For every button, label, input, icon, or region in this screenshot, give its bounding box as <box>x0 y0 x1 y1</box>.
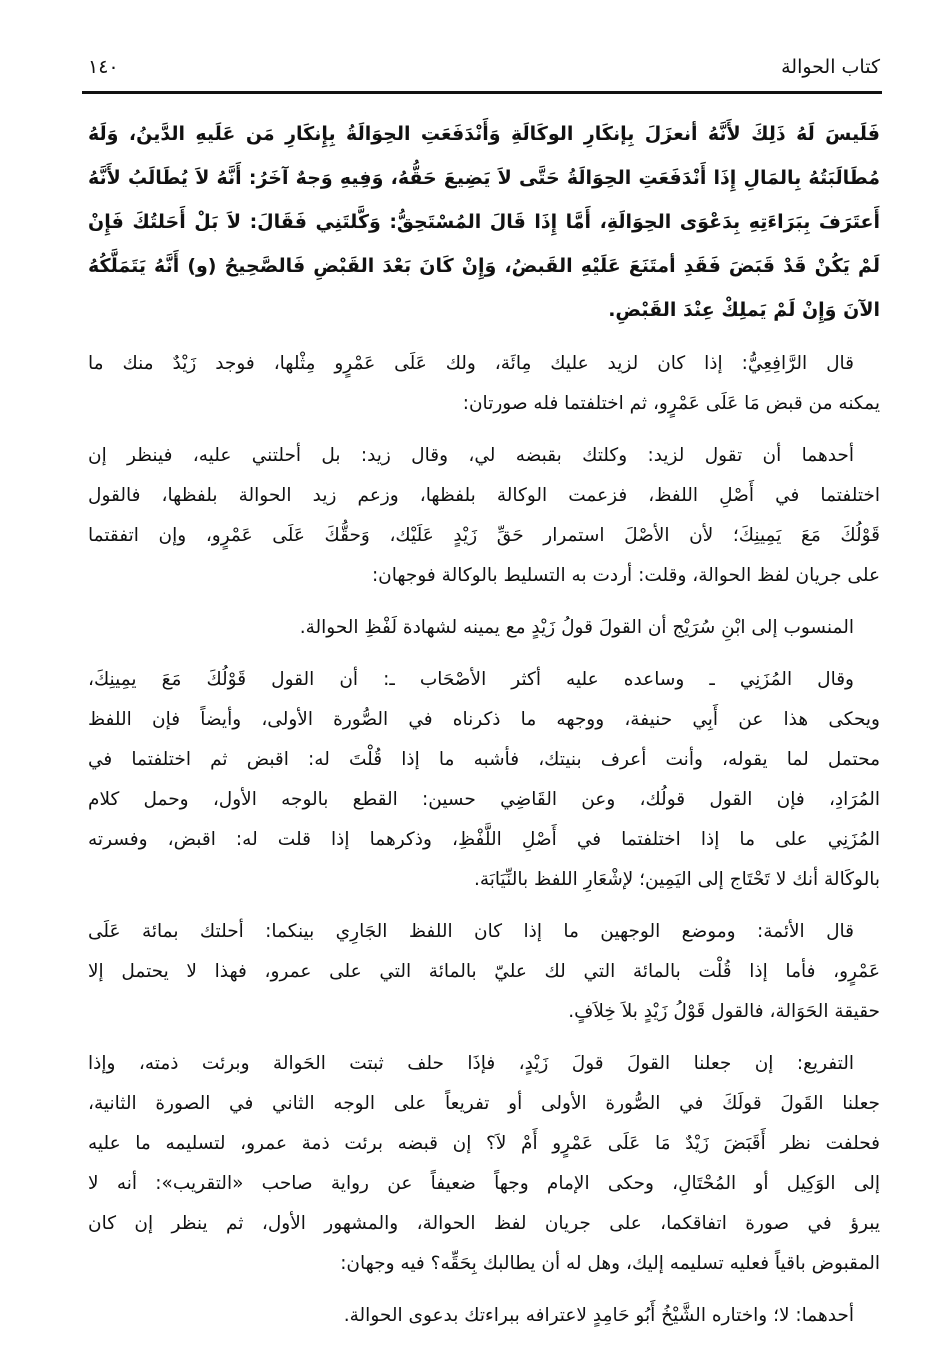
text-line: جعلنا القَولَ قولَكَ في الصُّورة الأولى أو تفريعاً على الوجه الثاني في الصورة الثانية، <box>88 1093 880 1114</box>
text-line: التفريع: إن جعلنا القولَ قولَ زَيْدٍ، فإذَا حلف ثبتت الحَوالة وبرئت ذمته، وإذا <box>88 1053 854 1074</box>
text-line: أحدهما أن تقول لزيد: وكلتك بقبضه لي، وقال زيد: بل أحلتني عليه، فينظر إن <box>88 445 854 466</box>
text-line: عَمْرٍو، فأما إذا قُلْت بالمائة التي لك عليّ بالمائة التي على عمرو، فهذا لا يحتمل إلا <box>88 961 880 982</box>
text-line: مُطَالَبَتُهُ بِالمَالِ إِذَا أَنْدَفَعَتِ الحِوَالَةُ حَتَّى لاَ يَضِيعَ حَقُّهُ، وَفِيهِ وَجهٌ آخَرُ: أَنَّهُ لاَ يُطَالَبُ لأَنَّهُ <box>88 167 880 189</box>
page-header <box>88 52 880 88</box>
commentary-paragraph <box>88 436 880 596</box>
text-line: لَمْ يَكُنْ قَدْ قَبَضَ فَقَدِ أمتَنَعَ عَلَيْهِ القَبضُ، وَإِنْ كَانَ بَعْدَ القَبْضِ فَالصَّحِيحُ (و) أَنَّهُ يَتَمَلَّكُهُ <box>88 255 880 277</box>
text-line: وقال المُزَنِي ـ وساعده عليه أكثر الأصْحَاب ـ: أن القول قَوْلُكَ مَعَ يمِينِكَ، <box>88 669 854 690</box>
running-title: كتاب الحوالة <box>781 56 880 78</box>
text-line: ويحكى هذا عن أَبِي حنيفة، ووجهه ما ذكرناه في الصُّورة الأولى، وأيضاً فإن اللفظ <box>88 709 880 730</box>
page-number: ١٤٠ <box>88 56 119 78</box>
text-line: قَوْلُكَ مَعَ يَمِينِكَ؛ لأن الأصْلَ استمرار حَقِّ زَيْدٍ عَلَيْك، وَحقُّكَ عَلَى عَمْرٍو، وإن اتفقتما <box>88 525 880 546</box>
text-line: أَعتَرَفَ بِبَرَاءَتِهِ بِدَعْوَى الحِوَالَةِ، أَمَّا إِذَا قَالَ المُسْتَحِقُّ: وَكَّلتَنِي فَقَالَ: لاَ بَلْ أَحَلتُكَ فَإِنْ <box>88 211 880 233</box>
commentary-paragraph <box>88 608 880 648</box>
commentary-paragraph <box>88 1296 880 1336</box>
text-line: المنسوب إلى ابْنِ سُرَيْج أن القولَ قولُ زَيْدٍ مع يمينه لشهادة لَفْظِ الحوالة. <box>299 617 854 638</box>
text-line: فحلفت نظر أَقَبَضَ زَيْدٌ مَا عَلَى عَمْرٍو أَمْ لاَ؟ إن قبضه برئت ذمة عمرو، لتسليمه ما عليه <box>88 1133 880 1154</box>
text-line: إلى الوَكِيل أو المُحْتَالِ، وحكى الإمام وجهاً ضعيفاً عن رواية صاحب «التقريب»: أنه لا <box>88 1173 880 1194</box>
commentary-paragraph <box>88 344 880 424</box>
commentary-paragraph <box>88 660 880 900</box>
page-body <box>88 112 880 1348</box>
matn-paragraph <box>88 112 880 332</box>
text-line: فَلَيسَ لَهُ ذَلِكَ لأَنَّهُ أنعزَلَ بِإنكَارِ الوكَالَةِ وَأَنْدَفَعَتِ الحِوَالَةُ بِإِنكَارِ مَن عَلَيهِ الدَّينُ، وَلَهُ <box>88 123 880 145</box>
text-line: بالوكَالة أنك لا تَحْتَاج إلى اليَمِين؛ لإشْعَارِ اللفظ بالنِّيَابَة. <box>473 869 880 890</box>
text-line: حقيقة الحَوَالة، فالقول قَوْلُ زَيْدٍ بلاَ خِلاَفٍ. <box>568 1001 880 1022</box>
header-rule <box>82 91 882 94</box>
text-line: على جريان لفظ الحوالة، وقلت: أردت به التسليط بالوكالة فوجهان: <box>371 565 880 586</box>
text-line: قال الرَّافِعِيُّ: إذا كان لزيد عليك مِائَة، ولك عَلَى عَمْرٍو مِثْلها، فوجد زَيْدٌ منك ما <box>88 353 854 374</box>
text-line: محتمل لما يقوله، وأنت أعرف بنيتك، فأشبه ما إذا قُلْتَ له: اقبض ثم اختلفتما في <box>88 749 880 770</box>
text-line: المُزَنِي على ما إذا اختلفتما في أَصْلِ اللَّفْظِ، وذكرهما إذا قلت له: اقبض، وفسرته <box>88 829 880 850</box>
text-line: المُرَادِ، فإن القول قولُك، وعن القَاضِي حسين: القطع بالوجه الأول، وحمل كلام <box>88 789 880 810</box>
text-line: يبرؤ في صورة اتفاقكما، على جريان لفظ الحوالة، والمشهور الأول، ثم ينظر إن كان <box>88 1213 880 1234</box>
text-line: المقبوض باقياً فعليه تسليمه إليك، وهل له أن يطالبك بِحَقِّه؟ فيه وجهان: <box>340 1253 880 1274</box>
commentary-paragraph <box>88 1044 880 1284</box>
text-line: اختلفتما في أَصْلِ اللفظ، فزعمت الوكالة بلفظها، وزعم زيد الحوالة بلفظها، فالقول <box>88 485 880 506</box>
commentary-paragraph <box>88 912 880 1032</box>
text-line: قال الأئمة: وموضع الوجهين ما إذا كان اللفظ الجَارِي بينكما: أحلتك بمائة عَلَى <box>88 921 854 942</box>
text-line: أحدهما: لا؛ واختاره الشَّيْخُ أَبُو حَامِدٍ لاعترافه ببراءتك بدعوى الحوالة. <box>343 1305 854 1326</box>
text-line: الآنَ وَإِنْ لَمْ يَملِكْ عِنْدَ القَبْضِ. <box>608 299 880 321</box>
text-line: يمكنه من قبض مَا عَلَى عَمْرٍو، ثم اختلفتما فله صورتان: <box>462 393 880 414</box>
